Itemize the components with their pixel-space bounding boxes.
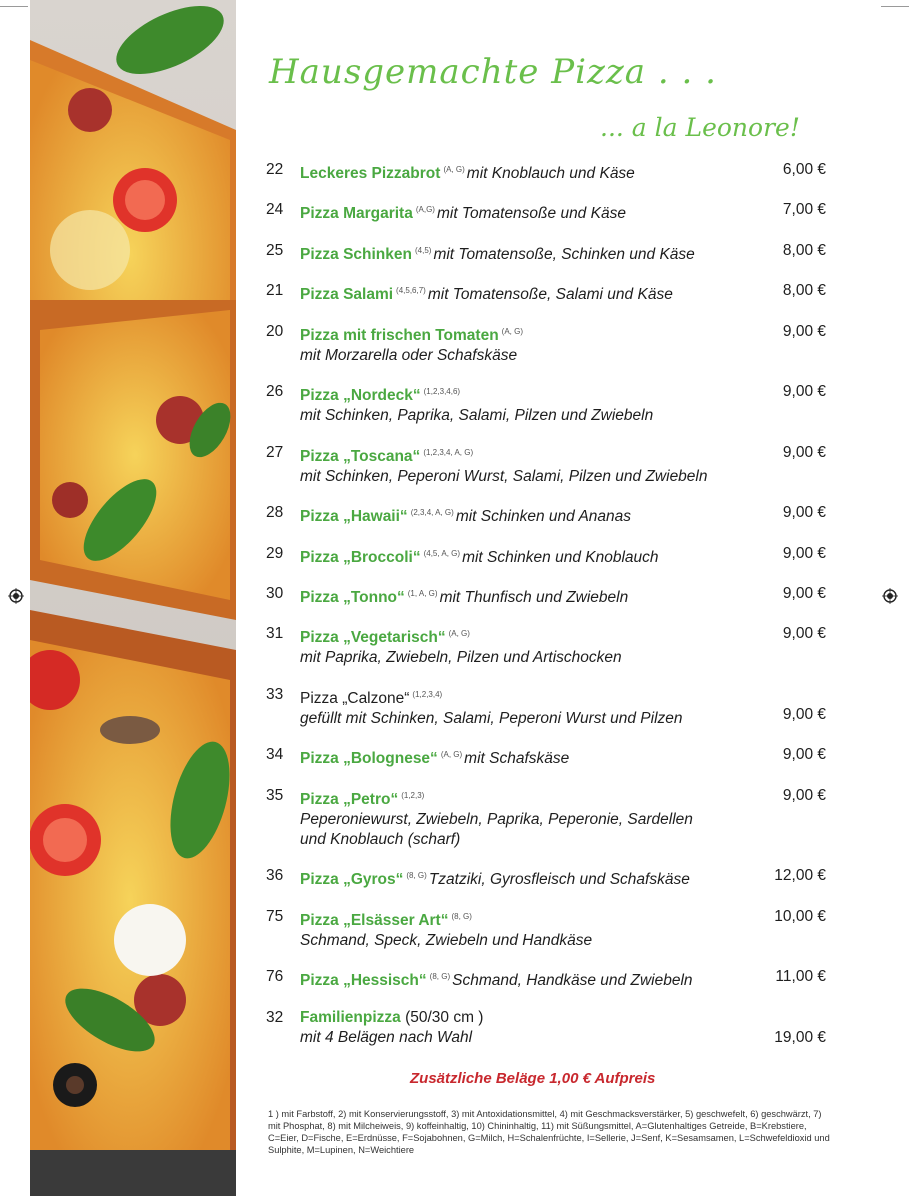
item-number: 20: [266, 323, 284, 340]
item-body: [300, 281, 750, 305]
item-body: [300, 1008, 750, 1048]
item-description: mit Tomatensoße, Schinken und Käse: [433, 246, 695, 263]
item-number: 30: [266, 585, 284, 602]
item-body: [300, 200, 750, 224]
item-name: Pizza „Hawaii“: [300, 508, 408, 525]
item-number: 21: [266, 282, 284, 299]
item-allergens: (1, A, G): [407, 589, 438, 598]
item-name: Pizza Schinken: [300, 246, 412, 263]
item-name: Pizza „Bolognese“: [300, 750, 438, 767]
item-number: 75: [266, 908, 284, 925]
item-name: Pizza „Gyros“: [300, 871, 404, 888]
item-name: Pizza Margarita: [300, 205, 413, 222]
item-allergens: (4,5, A, G): [423, 549, 461, 558]
item-number: 24: [266, 201, 284, 218]
crop-mark: [0, 6, 28, 7]
item-name: Familienpizza: [300, 1009, 401, 1026]
item-body: [300, 322, 750, 366]
item-body: [300, 241, 750, 265]
item-price: 9,00 €: [782, 444, 826, 461]
item-number: 32: [266, 1009, 284, 1026]
item-body: [300, 967, 750, 991]
item-allergens: (1,2,3): [401, 791, 425, 800]
item-price: 12,00 €: [774, 867, 826, 884]
item-name: Pizza „Broccoli“: [300, 549, 421, 566]
item-price: 7,00 €: [782, 201, 826, 218]
item-allergens: (1,2,3,4): [412, 690, 443, 699]
item-allergens: (2,3,4, A, G): [410, 508, 454, 517]
item-allergens: (1,2,3,4, A, G): [423, 448, 474, 457]
item-name: Pizza „Calzone“: [300, 690, 410, 707]
item-number: 31: [266, 625, 284, 642]
item-description: mit Schafskäse: [464, 750, 570, 767]
item-price: 9,00 €: [782, 585, 826, 602]
item-body: [300, 745, 750, 769]
item-body: [300, 443, 750, 487]
item-description: Tzatziki, Gyrosfleisch und Schafskäse: [428, 871, 690, 888]
item-description: mit Schinken, Paprika, Salami, Pilzen und Zwiebeln: [300, 407, 654, 424]
item-description: mit Schinken und Ananas: [455, 508, 632, 525]
item-allergens: (4,5,6,7): [396, 286, 426, 295]
item-description: Peperoniewurst, Zwiebeln, Paprika, Peperonie, Sardellen: [300, 811, 693, 828]
item-price: 8,00 €: [782, 282, 826, 299]
item-description: mit Tomatensoße, Salami und Käse: [427, 286, 673, 303]
item-number: 26: [266, 383, 284, 400]
item-number: 36: [266, 867, 284, 884]
item-number: 28: [266, 504, 284, 521]
item-name: Pizza mit frischen Tomaten: [300, 327, 499, 344]
item-body: [300, 624, 750, 668]
item-price: 9,00 €: [782, 746, 826, 763]
item-body: [300, 544, 750, 568]
item-allergens: (8, G): [429, 972, 451, 981]
item-price: 9,00 €: [782, 787, 826, 804]
item-body: [300, 503, 750, 527]
item-name: Pizza „Toscana“: [300, 448, 421, 465]
item-price: 19,00 €: [774, 1029, 826, 1046]
item-name: Pizza „Vegetarisch“: [300, 629, 446, 646]
item-body: [300, 685, 750, 729]
extra-toppings-note: Zusätzliche Beläge 1,00 € Aufpreis: [410, 1070, 656, 1087]
item-name: Pizza „Petro“: [300, 791, 399, 808]
item-description: mit Tomatensoße und Käse: [436, 205, 626, 222]
item-size: (50/30 cm ): [400, 1009, 484, 1026]
item-price: 9,00 €: [782, 323, 826, 340]
menu-subtitle: ... a la Leonore!: [600, 113, 800, 142]
menu-title: Hausgemachte Pizza . . .: [269, 52, 717, 92]
item-name: Leckeres Pizzabrot: [300, 165, 441, 182]
item-allergens: (4,5): [414, 246, 432, 255]
item-allergens: (A, G): [501, 327, 524, 336]
pizza-illustration: [30, 0, 236, 1196]
item-description: Schmand, Speck, Zwiebeln und Handkäse: [300, 932, 593, 949]
item-allergens: (8, G): [406, 871, 427, 880]
item-description: Schmand, Handkäse und Zwiebeln: [452, 972, 693, 989]
item-name: Pizza Salami: [300, 286, 394, 303]
item-price: 9,00 €: [782, 625, 826, 642]
item-name: Pizza „Hessisch“: [300, 972, 427, 989]
item-description: mit Knoblauch und Käse: [466, 165, 635, 182]
item-name: Pizza „Tonno“: [300, 589, 405, 606]
item-allergens: (A,G): [415, 205, 435, 214]
item-price: 9,00 €: [782, 383, 826, 400]
item-description: mit Paprika, Zwiebeln, Pilzen und Artischocken: [300, 649, 622, 666]
item-price: 10,00 €: [774, 908, 826, 925]
item-body: [300, 584, 750, 608]
crop-mark: [881, 6, 909, 7]
item-number: 25: [266, 242, 284, 259]
item-description: gefüllt mit Schinken, Salami, Peperoni Wurst und Pilzen: [300, 710, 683, 727]
item-name: Pizza „Elsässer Art“: [300, 912, 449, 929]
item-number: 33: [266, 686, 284, 703]
item-number: 27: [266, 444, 284, 461]
item-description: mit Schinken, Peperoni Wurst, Salami, Pilzen und Zwiebeln: [300, 468, 708, 485]
pizza-photo: [30, 0, 236, 1196]
item-allergens: (A, G): [440, 750, 463, 759]
item-allergens: (1,2,3,4,6): [423, 387, 461, 396]
item-body: [300, 786, 750, 850]
item-description: mit 4 Belägen nach Wahl: [300, 1029, 473, 1046]
item-price: 11,00 €: [775, 968, 826, 985]
item-body: [300, 866, 750, 890]
item-body: [300, 160, 750, 184]
item-price: 9,00 €: [782, 706, 826, 723]
item-name: Pizza „Nordeck“: [300, 387, 421, 404]
item-price: 8,00 €: [782, 242, 826, 259]
allergen-footnote: 1 ) mit Farbstoff, 2) mit Konservierungsstoff, 3) mit Antoxidationsmittel, 4) mit Geschmacksverstärker, 5) geschwefelt, 6) geschwärzt, 7) mit Phosphat, 8) mit Milcheiweis, 9) koffeinhaltig, 10) Chininhaltig, 11) mit Süßungsmittel, A=Glutenhaltiges Getreide, B=Krebstiere, C=Eier, D=Fische, E=Erdnüsse, F=Sojabohnen, G=Milch, H=Schalenfrüchte, I=Sellerie, J=Senf, K=Sesamsamen, L=Schwefeldioxid und Sulphite, M=Lupinen, N=Weichtiere: [268, 1109, 830, 1155]
item-number: 22: [266, 161, 284, 178]
item-allergens: (A, G): [443, 165, 465, 174]
item-price: 9,00 €: [782, 545, 826, 562]
item-number: 34: [266, 746, 284, 763]
registration-mark-icon: [8, 588, 24, 604]
item-description: und Knoblauch (scharf): [300, 831, 461, 848]
item-description: mit Schinken und Knoblauch: [462, 549, 659, 566]
item-body: [300, 382, 750, 426]
registration-mark-icon: [882, 588, 898, 604]
item-description: mit Morzarella oder Schafskäse: [300, 347, 518, 364]
item-price: 9,00 €: [782, 504, 826, 521]
item-price: 6,00 €: [782, 161, 826, 178]
item-allergens: (A, G): [448, 629, 470, 638]
item-number: 35: [266, 787, 284, 804]
item-number: 29: [266, 545, 284, 562]
item-description: mit Thunfisch und Zwiebeln: [439, 589, 629, 606]
item-number: 76: [266, 968, 284, 985]
item-body: [300, 907, 750, 951]
item-allergens: (8, G): [451, 912, 472, 921]
